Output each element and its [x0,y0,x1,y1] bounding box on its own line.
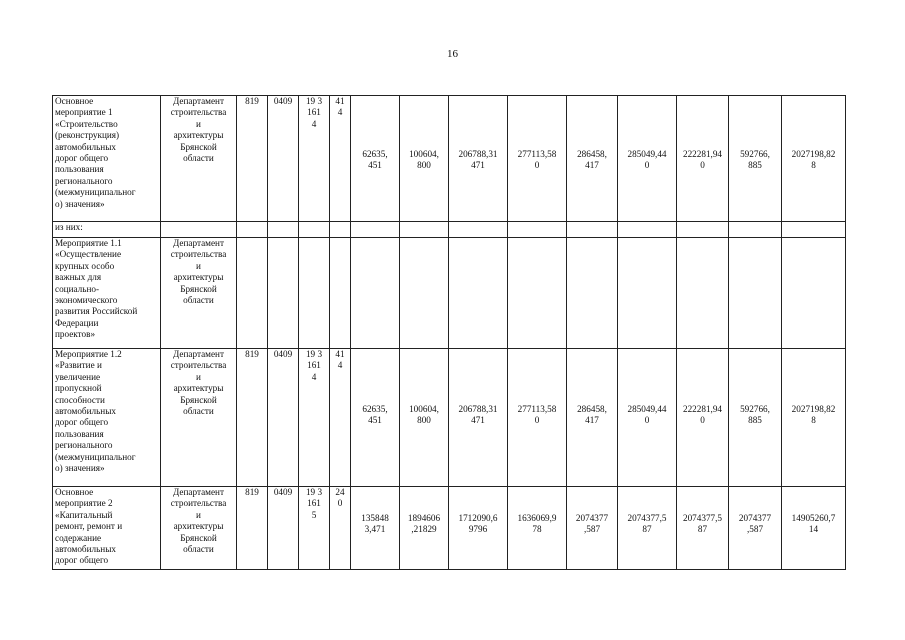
amount-cell [567,96,618,222]
amount-cell [449,96,508,222]
amount-cell [567,349,618,487]
amount-cell [400,96,449,222]
grbs-cell-text: 819 [245,487,259,497]
measure-name-cell-text: из них: [55,222,83,232]
page-number: 16 [447,48,458,60]
amount-cell-text: 2027198,82 8 [791,149,836,171]
csr-cell-text: 19 3 161 4 [305,349,323,382]
amount-cell-text: 286458, 417 [577,404,607,426]
amount-cell [567,238,618,349]
amount-cell-text: 2027198,82 8 [791,404,836,426]
amount-cell-text: 135848 3,471 [361,513,389,535]
measure-name-cell-text: Основное мероприятие 2 «Капитальный ремонт, ремонт и содержание автомобильных дорог общего [55,487,123,566]
amount-cell [618,349,677,487]
amount-cell [782,96,846,222]
amount-cell-text: 2074377,5 87 [627,513,667,535]
amount-cell [508,349,567,487]
amount-cell [729,222,782,238]
amount-cell-text: 62635, 451 [362,149,388,171]
amount-cell [677,96,729,222]
table-row [53,487,846,570]
executor-cell [161,487,237,570]
amount-cell [400,238,449,349]
amount-cell-text: 222281,94 0 [682,149,723,171]
vr-cell [330,487,351,570]
amount-cell [729,96,782,222]
amount-cell [782,238,846,349]
executor-cell [161,222,237,238]
amount-cell-text: 206788,31 471 [458,149,498,171]
amount-cell-text: 592766, 885 [740,149,770,171]
rzpr-cell-text: 0409 [273,487,293,497]
amount-cell [618,222,677,238]
table-row [53,96,846,222]
vr-cell [330,238,351,349]
measure-name-cell [53,349,161,487]
amount-cell-text: 285049,44 0 [627,404,667,426]
amount-cell [449,238,508,349]
amount-cell [351,222,400,238]
vr-cell-text: 41 4 [335,349,345,371]
amount-cell-text: 206788,31 471 [458,404,498,426]
executor-cell-text: Департамент строительства и архитектуры Брянской области [170,349,227,417]
measure-name-cell-text: Мероприятие 1.2 «Развитие и увеличение пропускной способности автомобильных дорог общего пользования регионального (межмуниципальног о) значения» [55,349,136,474]
vr-cell [330,96,351,222]
amount-cell-text: 100604, 800 [409,404,439,426]
amount-cell [567,487,618,570]
csr-cell [299,238,330,349]
measure-name-cell [53,96,161,222]
amount-cell [508,487,567,570]
rzpr-cell [268,349,299,487]
amount-cell [351,349,400,487]
amount-cell-text: 62635, 451 [362,404,388,426]
amount-cell [400,222,449,238]
grbs-cell [237,222,268,238]
amount-cell [782,349,846,487]
grbs-cell-text: 819 [245,349,259,359]
amount-cell-text: 2074377 ,587 [575,513,609,535]
amount-cell-text: 286458, 417 [577,149,607,171]
amount-cell [729,238,782,349]
rzpr-cell [268,487,299,570]
vr-cell [330,349,351,487]
amount-cell [400,487,449,570]
measure-name-cell-text: Мероприятие 1.1 «Осуществление крупных особо важных для социально- экономического развития Российской Федерации проектов» [55,238,138,340]
csr-cell-text: 19 3 161 4 [305,96,323,129]
csr-cell [299,222,330,238]
amount-cell [729,487,782,570]
executor-cell [161,238,237,349]
measure-name-cell [53,238,161,349]
amount-cell [508,238,567,349]
rzpr-cell [268,96,299,222]
grbs-cell [237,349,268,487]
amount-cell [351,96,400,222]
amount-cell [618,96,677,222]
amount-cell [677,222,729,238]
grbs-cell [237,238,268,349]
measure-name-cell [53,222,161,238]
executor-cell-text: Департамент строительства и архитектуры Брянской области [170,487,227,555]
executor-cell [161,349,237,487]
amount-cell-text: 1894606 ,21829 [407,513,441,535]
table-row [53,222,846,238]
amount-cell-text: 592766, 885 [740,404,770,426]
vr-cell-text: 24 0 [335,487,345,509]
amount-cell-text: 285049,44 0 [627,149,667,171]
amount-cell [508,96,567,222]
amount-cell [567,222,618,238]
amount-cell [351,487,400,570]
amount-cell-text: 1712090,6 9796 [458,513,498,535]
amount-cell-text: 2074377,5 87 [682,513,723,535]
executor-cell-text: Департамент строительства и архитектуры Брянской области [170,238,227,306]
rzpr-cell [268,238,299,349]
executor-cell-text: Департамент строительства и архитектуры Брянской области [170,96,227,164]
table-row [53,238,846,349]
csr-cell [299,96,330,222]
amount-cell-text: 2074377 ,587 [738,513,772,535]
vr-cell [330,222,351,238]
measure-name-cell [53,487,161,570]
amount-cell [400,349,449,487]
csr-cell [299,349,330,487]
amount-cell [677,238,729,349]
amount-cell [449,487,508,570]
amount-cell [677,349,729,487]
executor-cell [161,96,237,222]
amount-cell-text: 100604, 800 [409,149,439,171]
csr-cell [299,487,330,570]
rzpr-cell-text: 0409 [273,96,293,106]
vr-cell-text: 41 4 [335,96,345,118]
amount-cell [782,222,846,238]
amount-cell-text: 14905260,7 14 [791,513,836,535]
amount-cell [618,487,677,570]
rzpr-cell-text: 0409 [273,349,293,359]
table-row [53,349,846,487]
grbs-cell-text: 819 [245,96,259,106]
amount-cell [677,487,729,570]
measure-name-cell-text: Основное мероприятие 1 «Строительство (реконструкция) автомобильных дорог общего пользования регионального (межмуниципальног о) значения» [55,96,136,209]
amount-cell-text: 222281,94 0 [682,404,723,426]
amount-cell [729,349,782,487]
grbs-cell [237,96,268,222]
grbs-cell [237,487,268,570]
amount-cell [449,222,508,238]
amount-cell-text: 277113,58 0 [517,149,557,171]
amount-cell-text: 277113,58 0 [517,404,557,426]
budget-table [52,95,846,570]
amount-cell-text: 1636069,9 78 [517,513,557,535]
amount-cell [782,487,846,570]
csr-cell-text: 19 3 161 5 [305,487,323,520]
amount-cell [618,238,677,349]
amount-cell [508,222,567,238]
amount-cell [351,238,400,349]
rzpr-cell [268,222,299,238]
amount-cell [449,349,508,487]
